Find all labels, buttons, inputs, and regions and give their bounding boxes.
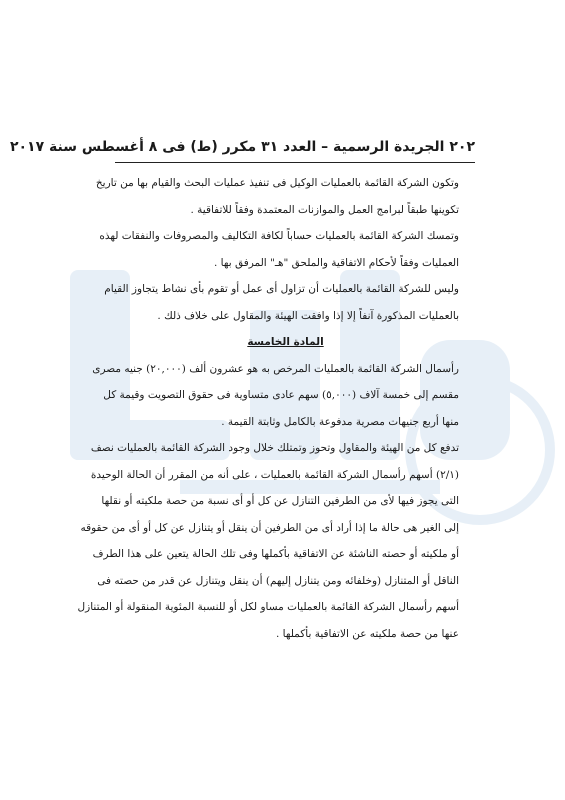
body-line: وتمسك الشركة القائمة بالعمليات حساباً لكافة التكاليف والمصروفات والنفقات لهذه xyxy=(99,230,459,242)
body-line: العمليات وفقاً لأحكام الاتفاقية والملحق "هـ" المرفق بها . xyxy=(213,256,459,269)
body-line: (٢/١) أسهم رأسمال الشركة القائمة بالعمليات ، على أنه من المقرر أن الحالة الوحيدة xyxy=(90,468,459,481)
body-line: وليس للشركة القائمة بالعمليات أن تزاول أى عمل أو تقوم بأى نشاط يتجاوز القيام xyxy=(104,283,459,295)
body-line: عنها من حصة ملكيته عن الاتفاقية بأكملها . xyxy=(275,627,459,640)
body-line: منها أربع جنيهات مصرية مدفوعة بالكامل وثابتة القيمة . xyxy=(221,415,459,428)
article-body xyxy=(77,170,459,647)
gazette-header: ٢٠٢ الجريدة الرسمية – العدد ٣١ مكرر (ط) فى ٨ أغسطس سنة ٢٠١٧ xyxy=(9,139,475,155)
body-line: تكوينها طبقاً لبرامج العمل والموازنات المعتمدة وفقاً للاتفاقية . xyxy=(190,203,459,216)
body-line: بالعمليات المذكورة آنفاً إلا إذا وافقت الهيئة والمقاول على خلاف ذلك . xyxy=(157,309,459,322)
body-line: إلى الغير هى حالة ما إذا أراد أى من الطرفين أن ينقل أو يتنازل عن كل أو أى من حقوقه xyxy=(80,521,459,534)
header-rule xyxy=(115,162,475,163)
article-heading: المادة الخامسة xyxy=(247,336,324,348)
body-line: الناقل أو المتنازل (وخلفائه ومن يتنازل إليهم) أن ينقل ويتنازل عن قدر من حصته فى xyxy=(97,574,459,587)
body-line: وتكون الشركة القائمة بالعمليات الوكيل فى تنفيذ عمليات البحث والقيام بها من تاريخ xyxy=(95,177,459,189)
body-line: التى يجوز فيها لأى من الطرفين التنازل عن كل أو أى نسبة من حصة ملكيته أو نقلها xyxy=(101,495,459,507)
body-line: مقسم إلى خمسة آلاف (٥,٠٠٠) سهم عادى متساوية فى حقوق التصويت وقيمة كل xyxy=(103,389,459,401)
body-line: رأسمال الشركة القائمة بالعمليات المرخص به هو عشرون ألف (٢٠,٠٠٠) جنيه مصرى xyxy=(92,362,459,375)
body-line: أو ملكيته أو حصته الناشئة عن الاتفاقية بأكملها وفى تلك الحالة يتعين على هذا الطرف xyxy=(92,548,459,560)
body-line: أسهم رأسمال الشركة القائمة بالعمليات مساو لكل أو للنسبة المئوية المنقولة أو المتنازل xyxy=(77,601,459,613)
body-line: تدفع كل من الهيئة والمقاول وتحوز وتمتلك خلال وجود الشركة القائمة بالعمليات نصف xyxy=(90,442,459,454)
